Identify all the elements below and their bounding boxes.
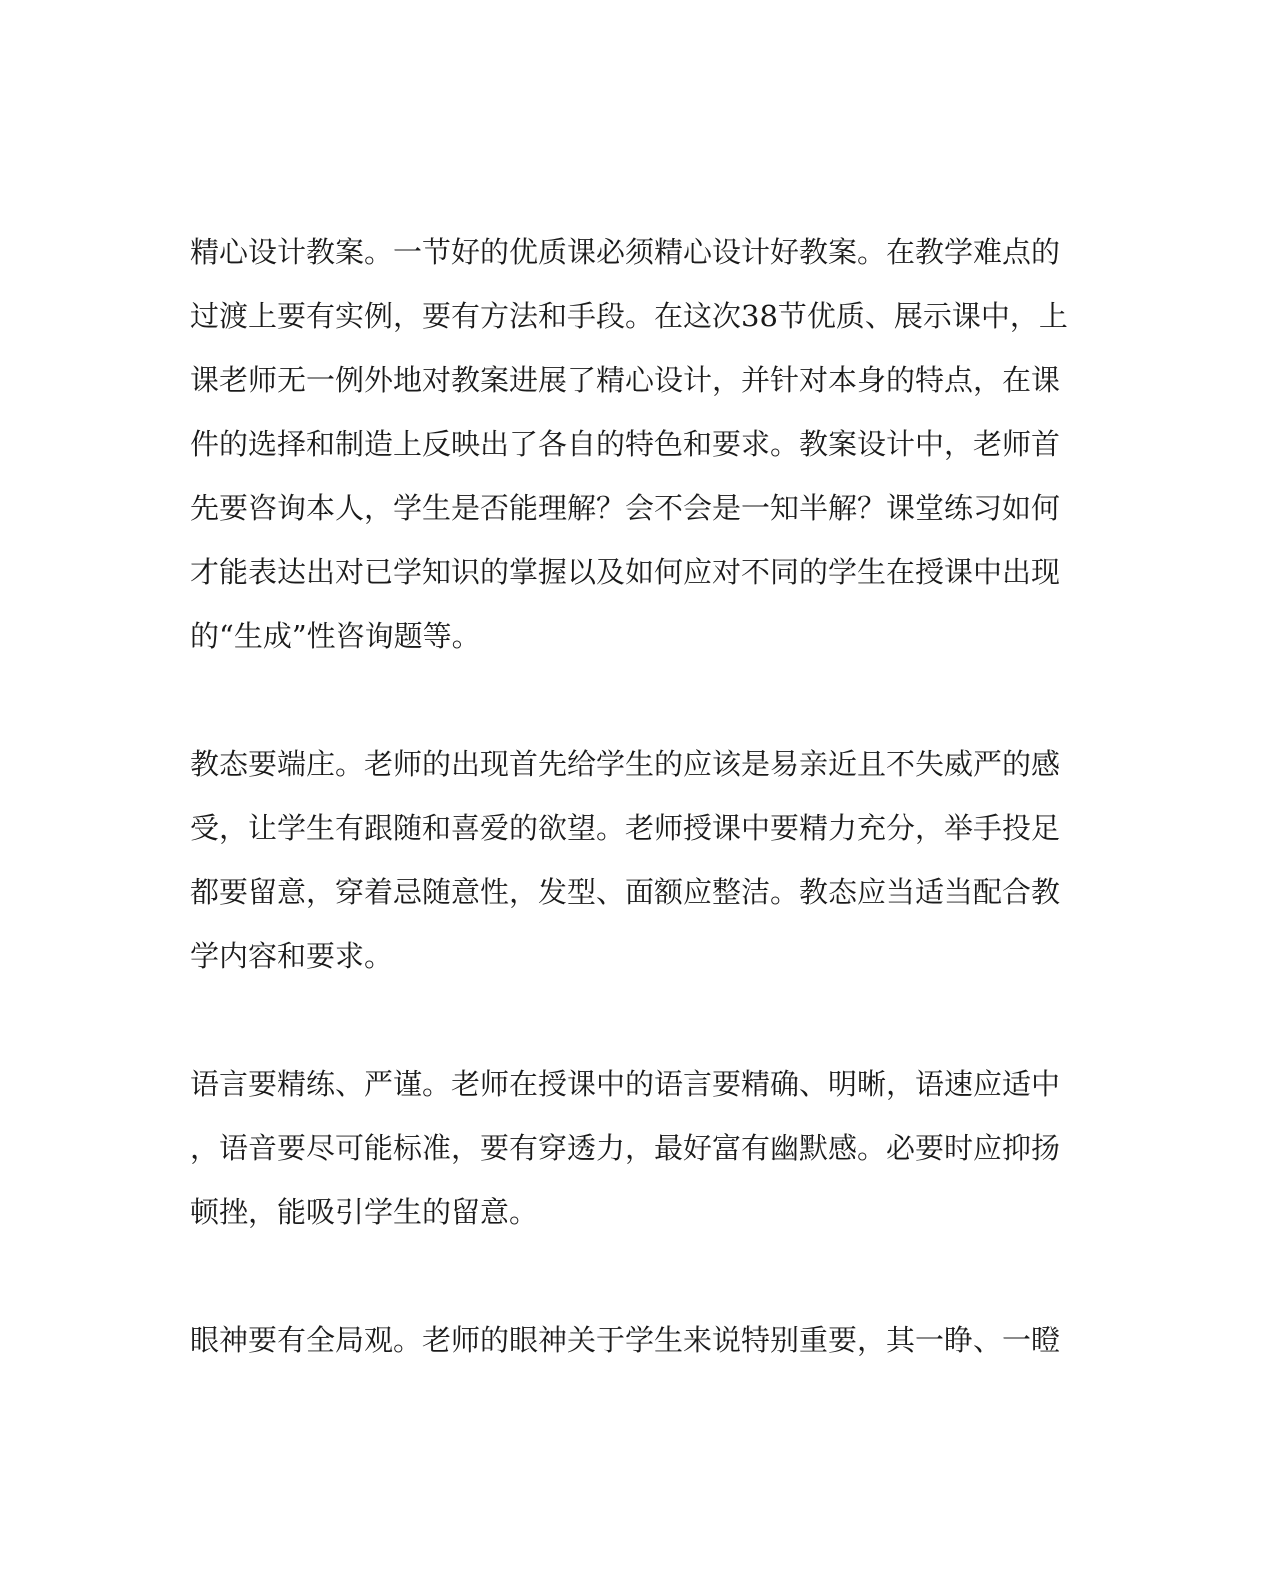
paragraph-eye-contact bbox=[190, 1308, 1061, 1372]
text-line: ，语音要尽可能标准，要有穿透力，最好富有幽默感。必要时应抑扬 bbox=[190, 1131, 1061, 1165]
text-line: 受，让学生有跟随和喜爱的欲望。老师授课中要精力充分，举手投足 bbox=[190, 811, 1061, 845]
text-line: 才能表达出对已学知识的掌握以及如何应对不同的学生在授课中出现 bbox=[190, 555, 1061, 589]
text-line: 语言要精练、严谨。老师在授课中的语言要精确、明晰，语速应适中 bbox=[190, 1067, 1061, 1101]
paragraph-spacer bbox=[190, 1244, 1050, 1308]
text-line: 学内容和要求。 bbox=[190, 939, 394, 973]
text-line: 课老师无一例外地对教案进展了精心设计，并针对本身的特点，在课 bbox=[190, 363, 1061, 397]
paragraph-spacer bbox=[190, 668, 1050, 732]
text-line: 过渡上要有实例，要有方法和手段。在这次38节优质、展示课中，上 bbox=[190, 299, 1068, 333]
text-line: 的“生成”性咨询题等。 bbox=[190, 619, 481, 653]
paragraph-lesson-plan bbox=[190, 220, 1068, 668]
paragraph-spacer bbox=[190, 988, 1050, 1052]
text-line: 都要留意，穿着忌随意性，发型、面额应整洁。教态应当适当配合教 bbox=[190, 875, 1061, 909]
paragraph-demeanor bbox=[190, 732, 1061, 988]
document-body bbox=[190, 220, 1068, 1372]
text-line: 顿挫，能吸引学生的留意。 bbox=[190, 1195, 539, 1229]
text-line: 件的选择和制造上反映出了各自的特色和要求。教案设计中，老师首 bbox=[190, 427, 1061, 461]
text-line: 眼神要有全局观。老师的眼神关于学生来说特别重要，其一睁、一瞪 bbox=[190, 1323, 1061, 1357]
paragraph-language bbox=[190, 1052, 1061, 1244]
text-line: 先要咨询本人，学生是否能理解？会不会是一知半解？课堂练习如何 bbox=[190, 491, 1061, 525]
text-line: 教态要端庄。老师的出现首先给学生的应该是易亲近且不失威严的感 bbox=[190, 747, 1061, 781]
text-line: 精心设计教案。一节好的优质课必须精心设计好教案。在教学难点的 bbox=[190, 235, 1061, 269]
